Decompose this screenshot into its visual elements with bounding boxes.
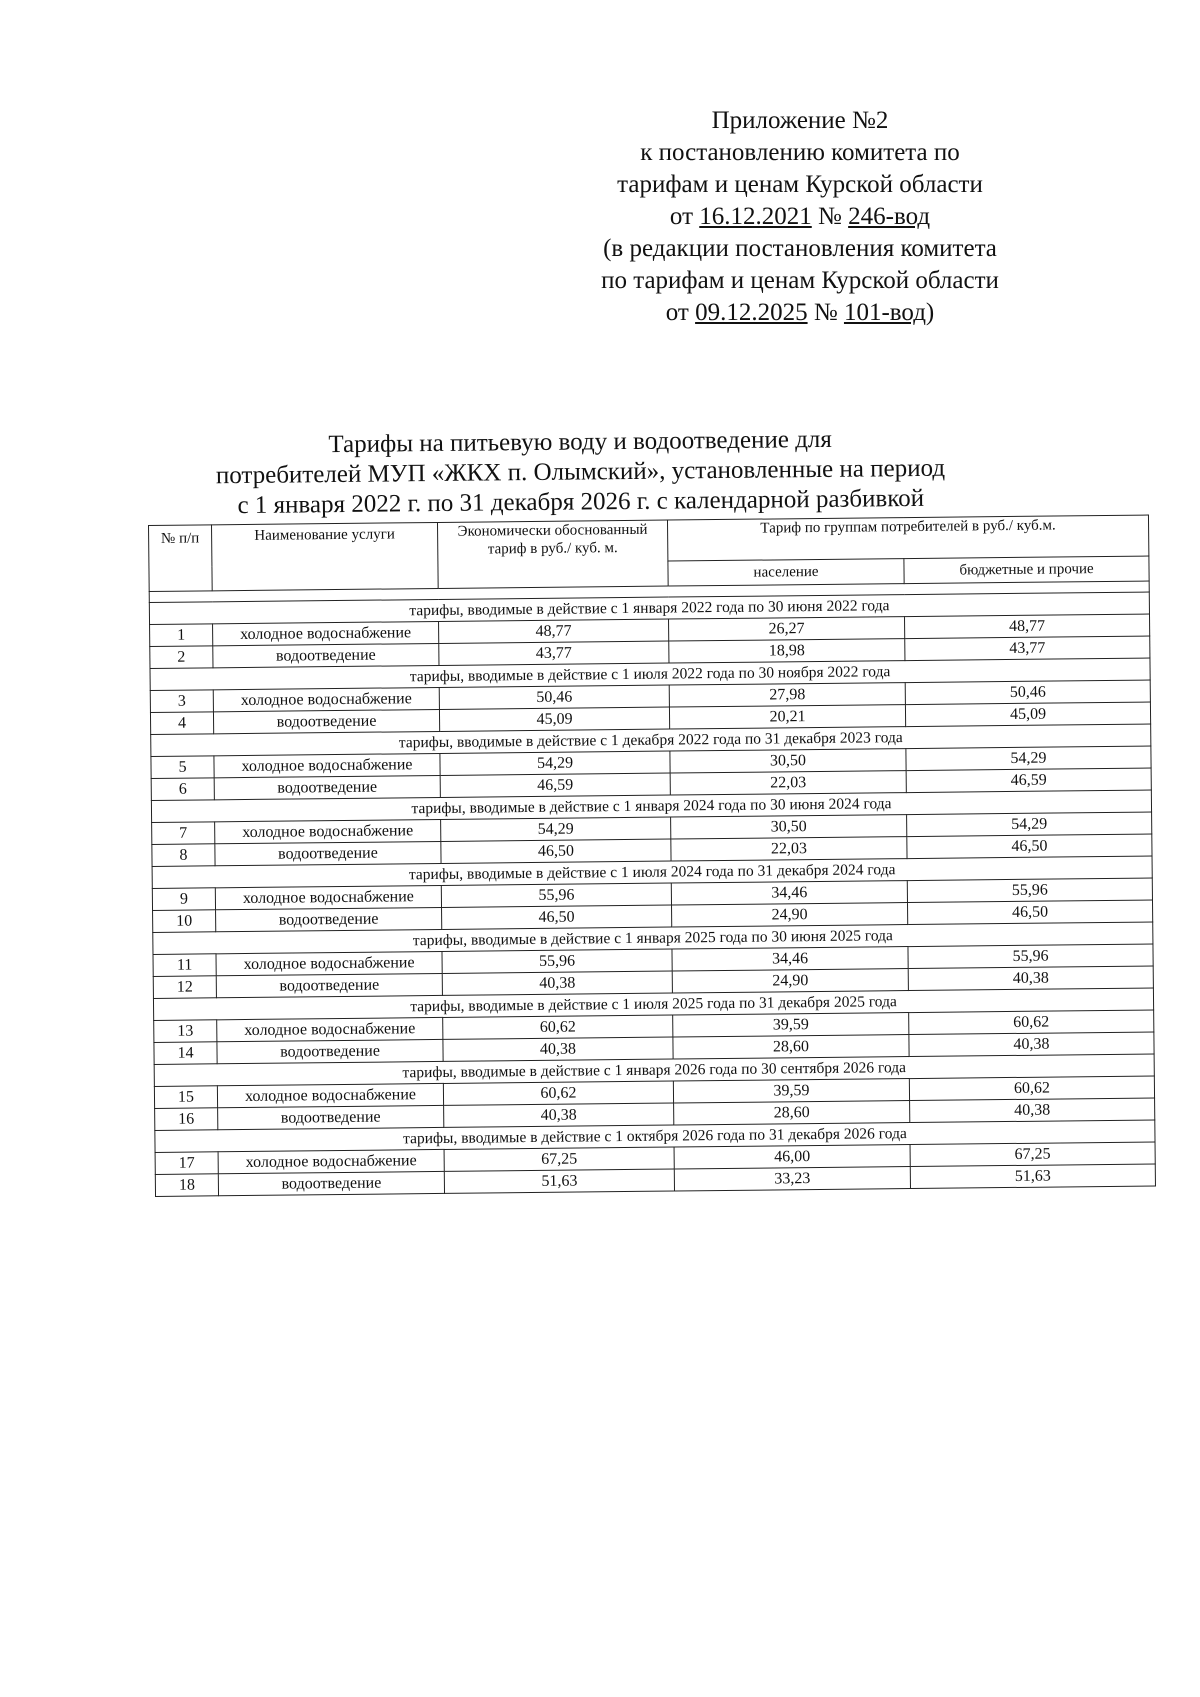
- population-tariff: 39,59: [673, 1079, 909, 1103]
- service-name: водоотведение: [216, 907, 442, 931]
- service-name: холодное водоснабжение: [214, 753, 440, 777]
- annex-header: [540, 105, 1060, 329]
- resolution-number: 246-вод: [848, 203, 931, 230]
- budget-tariff: 43,77: [905, 636, 1150, 661]
- population-tariff: 20,21: [669, 705, 905, 729]
- row-number: 4: [150, 712, 213, 735]
- service-name: холодное водоснабжение: [217, 1083, 443, 1107]
- budget-tariff: 60,62: [909, 1010, 1154, 1035]
- economic-tariff: 45,09: [439, 707, 669, 731]
- header-number: № п/п: [149, 525, 213, 592]
- economic-tariff: 55,96: [442, 949, 672, 973]
- annex-line-2: к постановлению комитета по: [640, 139, 960, 166]
- header-economic-tariff: Экономически обоснованный тариф в руб./ куб. м.: [437, 520, 668, 588]
- row-number: 12: [153, 976, 216, 999]
- annex-line-7-mid: №: [807, 299, 844, 326]
- economic-tariff: 60,62: [443, 1015, 673, 1039]
- economic-tariff: 55,96: [441, 883, 671, 907]
- economic-tariff: 60,62: [443, 1081, 673, 1105]
- population-tariff: 24,90: [672, 969, 908, 993]
- budget-tariff: 40,38: [909, 1032, 1154, 1057]
- period-label: тарифы, вводимые в действие с 1 января 2024 года по 30 июня 2024 года: [151, 790, 1151, 822]
- budget-tariff: 51,63: [910, 1164, 1155, 1189]
- title-line-2: потребителей МУП «ЖКХ п. Олымский», установленные на период: [215, 454, 946, 490]
- period-label: тарифы, вводимые в действие с 1 января 2025 года по 30 июня 2025 года: [153, 922, 1153, 954]
- service-name: холодное водоснабжение: [215, 819, 441, 843]
- budget-tariff: 54,29: [906, 746, 1151, 771]
- budget-tariff: 40,38: [908, 966, 1153, 991]
- annex-line-3: тарифам и ценам Курской области: [617, 171, 983, 198]
- service-name: холодное водоснабжение: [215, 885, 441, 909]
- annex-line-7-suffix: ): [925, 299, 935, 326]
- budget-tariff: 50,46: [905, 680, 1150, 705]
- row-number: 5: [151, 756, 214, 779]
- population-tariff: 22,03: [671, 837, 907, 861]
- header-population: население: [668, 559, 904, 586]
- economic-tariff: 67,25: [444, 1147, 674, 1171]
- row-number: 18: [155, 1174, 218, 1197]
- economic-tariff: 43,77: [439, 641, 669, 665]
- economic-tariff: 46,59: [440, 773, 670, 797]
- header-consumer-groups: Тариф по группам потребителей в руб./ куб.м.: [667, 515, 1148, 561]
- service-name: водоотведение: [218, 1105, 444, 1129]
- tariff-table: [148, 515, 1156, 1197]
- row-number: 10: [153, 910, 216, 933]
- service-name: холодное водоснабжение: [216, 951, 442, 975]
- budget-tariff: 48,77: [905, 614, 1150, 639]
- row-number: 13: [154, 1020, 217, 1043]
- annex-line-1: Приложение №2: [711, 107, 889, 134]
- row-number: 7: [152, 822, 215, 845]
- budget-tariff: 46,50: [907, 834, 1152, 859]
- tariff-table-container: [148, 515, 1155, 1197]
- service-name: водоотведение: [214, 775, 440, 799]
- tariff-table-body: [149, 592, 1155, 1196]
- service-name: водоотведение: [217, 1039, 443, 1063]
- economic-tariff: 40,38: [444, 1103, 674, 1127]
- population-tariff: 26,27: [669, 617, 905, 641]
- row-number: 15: [154, 1086, 217, 1109]
- service-name: водоотведение: [215, 841, 441, 865]
- service-name: водоотведение: [216, 973, 442, 997]
- service-name: холодное водоснабжение: [217, 1017, 443, 1041]
- annex-line-4: [540, 201, 1060, 233]
- period-label: тарифы, вводимые в действие с 1 июля 2025 года по 31 декабря 2025 года: [153, 988, 1153, 1020]
- annex-line-5: (в редакции постановления комитета: [603, 235, 997, 262]
- population-tariff: 22,03: [670, 771, 906, 795]
- population-tariff: 18,98: [669, 639, 905, 663]
- row-number: 3: [150, 690, 213, 713]
- budget-tariff: 54,29: [907, 812, 1152, 837]
- service-name: холодное водоснабжение: [213, 621, 439, 645]
- revision-number: 101-вод: [843, 299, 926, 326]
- row-number: 6: [151, 778, 214, 801]
- row-number: 11: [153, 954, 216, 977]
- period-label: тарифы, вводимые в действие с 1 июля 2022 года по 30 ноября 2022 года: [150, 658, 1150, 690]
- row-number: 14: [154, 1042, 217, 1065]
- service-name: водоотведение: [213, 709, 439, 733]
- row-number: 9: [152, 888, 215, 911]
- population-tariff: 39,59: [673, 1013, 909, 1037]
- budget-tariff: 40,38: [910, 1098, 1155, 1123]
- revision-date: 09.12.2025: [695, 299, 808, 326]
- population-tariff: 24,90: [672, 903, 908, 927]
- title-line-1: Тарифы на питьевую воду и водоотведение для: [328, 425, 832, 459]
- economic-tariff: 40,38: [442, 971, 672, 995]
- title-line-3: с 1 января 2022 г. по 31 декабря 2026 г. с календарной разбивкой: [237, 484, 925, 520]
- population-tariff: 34,46: [672, 947, 908, 971]
- document-title: [150, 423, 1011, 522]
- header-service-name: Наименование услуги: [212, 522, 439, 590]
- row-number: 2: [150, 646, 213, 669]
- service-name: холодное водоснабжение: [218, 1149, 444, 1173]
- row-number: 8: [152, 844, 215, 867]
- annex-line-6: по тарифам и ценам Курской области: [601, 267, 999, 294]
- economic-tariff: 50,46: [439, 685, 669, 709]
- budget-tariff: 67,25: [910, 1142, 1155, 1167]
- annex-line-7-prefix: от: [665, 299, 696, 326]
- annex-line-7: [540, 297, 1060, 329]
- period-label: тарифы, вводимые в действие с 1 июля 2024 года по 31 декабря 2024 года: [152, 856, 1152, 888]
- header-budget-other: бюджетные и прочие: [904, 556, 1149, 584]
- population-tariff: 33,23: [674, 1167, 910, 1191]
- population-tariff: 30,50: [670, 749, 906, 773]
- service-name: водоотведение: [213, 643, 439, 667]
- resolution-date: 16.12.2021: [699, 203, 812, 230]
- budget-tariff: 60,62: [909, 1076, 1154, 1101]
- population-tariff: 46,00: [674, 1145, 910, 1169]
- period-label: тарифы, вводимые в действие с 1 декабря 2022 года по 31 декабря 2023 года: [151, 724, 1151, 756]
- annex-line-4-prefix: от: [669, 203, 700, 230]
- budget-tariff: 46,59: [906, 768, 1151, 793]
- budget-tariff: 55,96: [908, 944, 1153, 969]
- period-label: тарифы, вводимые в действие с 1 октября 2026 года по 31 декабря 2026 года: [155, 1120, 1155, 1152]
- economic-tariff: 48,77: [439, 619, 669, 643]
- budget-tariff: 55,96: [907, 878, 1152, 903]
- population-tariff: 30,50: [671, 815, 907, 839]
- economic-tariff: 54,29: [440, 751, 670, 775]
- population-tariff: 27,98: [669, 683, 905, 707]
- service-name: холодное водоснабжение: [213, 687, 439, 711]
- service-name: водоотведение: [218, 1171, 444, 1195]
- population-tariff: 28,60: [674, 1101, 910, 1125]
- period-label: тарифы, вводимые в действие с 1 января 2022 года по 30 июня 2022 года: [149, 592, 1149, 624]
- population-tariff: 28,60: [673, 1035, 909, 1059]
- economic-tariff: 54,29: [441, 817, 671, 841]
- economic-tariff: 51,63: [444, 1169, 674, 1193]
- economic-tariff: 40,38: [443, 1037, 673, 1061]
- population-tariff: 34,46: [671, 881, 907, 905]
- row-number: 17: [155, 1152, 218, 1175]
- period-label: тарифы, вводимые в действие с 1 января 2026 года по 30 сентября 2026 года: [154, 1054, 1154, 1086]
- budget-tariff: 46,50: [907, 900, 1152, 925]
- budget-tariff: 45,09: [905, 702, 1150, 727]
- row-number: 16: [155, 1108, 218, 1131]
- row-number: 1: [150, 624, 213, 647]
- annex-line-4-mid: №: [811, 203, 849, 230]
- economic-tariff: 46,50: [441, 839, 671, 863]
- economic-tariff: 46,50: [442, 905, 672, 929]
